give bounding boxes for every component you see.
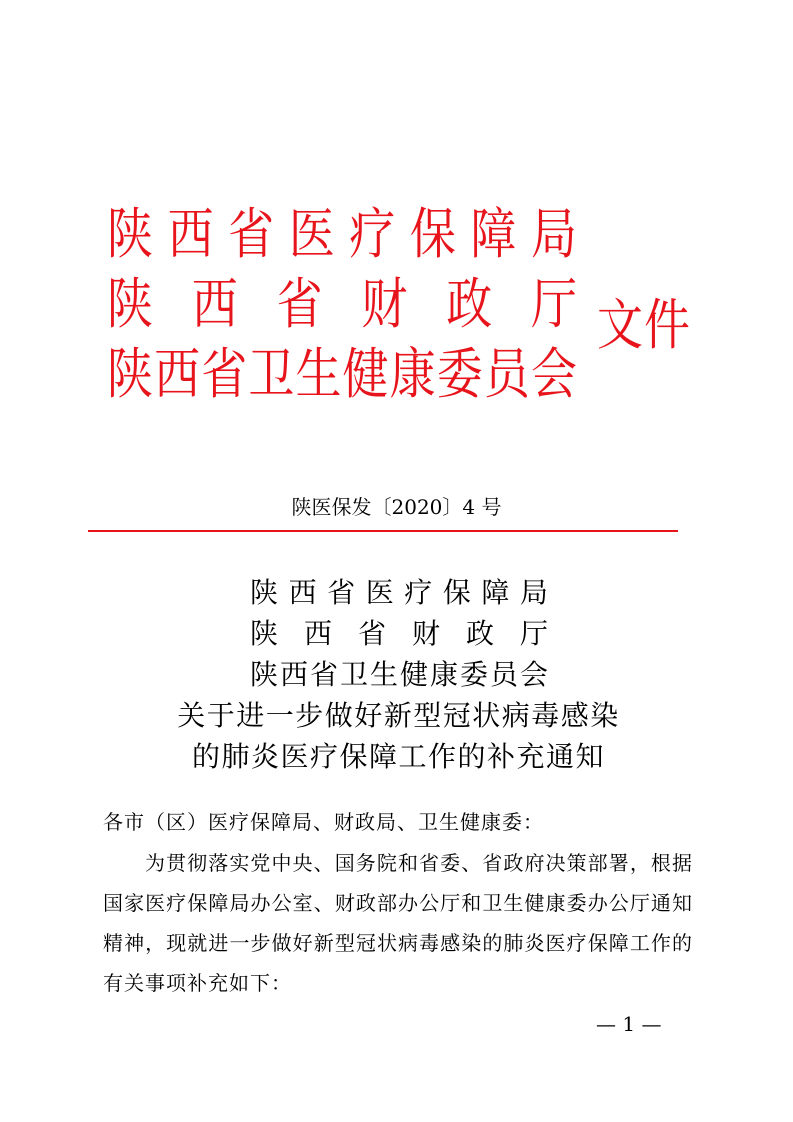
header-issuer-3: 陕西省卫生健康委员会 bbox=[107, 341, 577, 407]
title-issuer-2: 陕西省财政厅 bbox=[250, 617, 548, 650]
document-number: 陕医保发〔2020〕4 号 bbox=[291, 495, 502, 519]
title-issuer-1: 陕西省医疗保障局 bbox=[250, 576, 548, 609]
red-masthead bbox=[107, 199, 577, 409]
header-issuer-2: 陕西省财政厅 bbox=[107, 271, 577, 337]
document-title bbox=[0, 572, 793, 777]
page-number: — 1 — bbox=[596, 1012, 662, 1036]
title-subject-line-2: 的肺炎医疗保障工作的补充通知 bbox=[191, 740, 605, 773]
salutation: 各市（区）医疗保障局、财政局、卫生健康委： bbox=[103, 810, 544, 834]
header-issuer-1: 陕西省医疗保障局 bbox=[107, 201, 577, 267]
red-separator-line bbox=[88, 530, 678, 532]
title-subject-line-1: 关于进一步做好新型冠状病毒感染 bbox=[177, 699, 620, 732]
header-suffix: 文件 bbox=[597, 292, 691, 358]
title-issuer-3: 陕西省卫生健康委员会 bbox=[250, 658, 548, 691]
body-paragraph: 为贯彻落实党中央、国务院和省委、省政府决策部署，根据国家医疗保障局办公室、财政部办公厅和卫生健康委办公厅通知精神，现就进一步做好新型冠状病毒感染的肺炎医疗保障工作的有关事项补充如下： bbox=[103, 851, 693, 995]
